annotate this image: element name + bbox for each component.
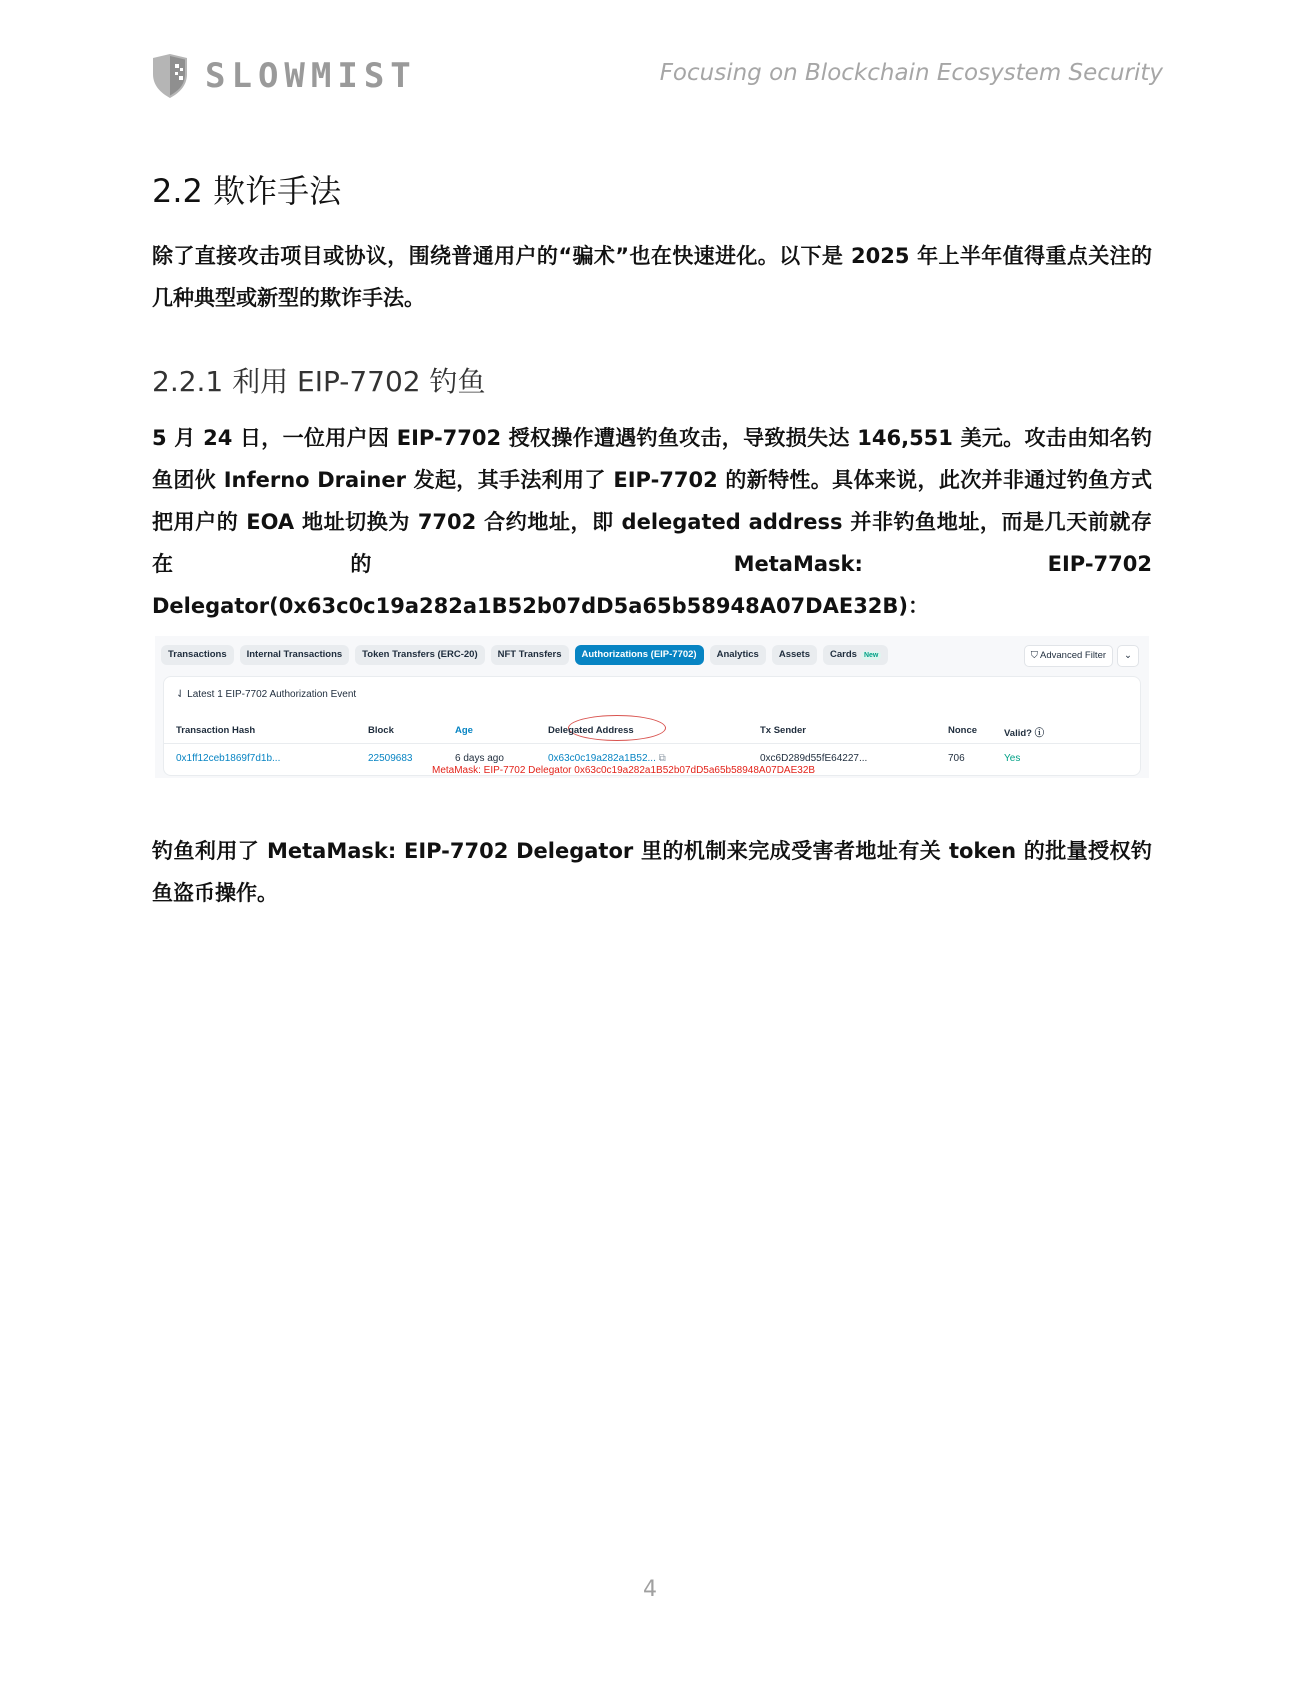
copy-icon[interactable]: ⧉ xyxy=(658,753,666,764)
red-annotation: MetaMask: EIP-7702 Delegator 0x63c0c19a282a1B52b07dD5a65b58948A07DAE32B xyxy=(432,765,816,776)
tab-cards[interactable] xyxy=(823,645,888,665)
sort-icon: ⇃ xyxy=(176,689,188,700)
subsection-paragraph: 5 月 24 日，一位用户因 EIP-7702 授权操作遭遇钓鱼攻击，导致损失达 146,551 美元。攻击由知名钓鱼团伙 Inferno Drainer 发起，其手法利用了 EIP-7702 的新特性。具体来说，此次并非通过钓鱼方式把用户的 EOA 地址切换为 7702 合约地址，即 delegated address 并非钓鱼地址，而是几天前就存在的 MetaMask: EIP-7702 Delegator(0x63c0c19a282a1B52b07dD5a65b58948A07DAE32B)： xyxy=(152,426,1152,618)
help-icon: ⓘ xyxy=(1034,728,1045,739)
event-summary xyxy=(176,689,356,700)
row-valid: Yes xyxy=(1004,753,1021,764)
col-nonce: Nonce xyxy=(948,725,978,736)
section-title: 2.2 欺诈手法 xyxy=(152,172,342,210)
tab-transactions[interactable]: Transactions xyxy=(161,645,234,665)
col-block: Block xyxy=(368,725,394,736)
header-tagline: Focusing on Blockchain Ecosystem Security xyxy=(659,60,1163,86)
authorizations-table xyxy=(163,676,1141,776)
advanced-filter-button[interactable] xyxy=(1024,645,1113,667)
row-tx-sender: 0xc6D289d55fE64227... xyxy=(760,753,868,764)
tab-cards-label: Cards xyxy=(830,649,857,660)
tab-token-transfers[interactable]: Token Transfers (ERC-20) xyxy=(355,645,484,665)
new-badge: New xyxy=(861,651,881,660)
col-transaction-hash: Transaction Hash xyxy=(176,725,256,736)
filter-icon: ⛉ xyxy=(1030,650,1041,661)
row-delegated-address[interactable]: 0x63c0c19a282a1B52... xyxy=(548,753,656,764)
tab-authorizations[interactable]: Authorizations (EIP-7702) xyxy=(575,645,704,665)
shield-logo-icon xyxy=(147,54,193,98)
col-age[interactable]: Age xyxy=(455,725,473,736)
row-transaction-hash[interactable]: 0x1ff12ceb1869f7d1b... xyxy=(176,753,281,764)
event-summary-text: Latest 1 EIP-7702 Authorization Event xyxy=(187,689,357,700)
header-divider xyxy=(164,743,1140,744)
subsection-title: 2.2.1 利用 EIP-7702 钓鱼 xyxy=(152,365,486,398)
section-intro: 除了直接攻击项目或协议，围绕普通用户的“骗术”也在快速进化。以下是 2025 年上半年值得重点关注的几种典型或新型的欺诈手法。 xyxy=(152,244,1152,310)
row-nonce: 706 xyxy=(948,753,965,764)
tab-bar xyxy=(161,645,888,665)
closing-paragraph: 钓鱼利用了 MetaMask: EIP-7702 Delegator 里的机制来完成受害者地址有关 token 的批量授权钓鱼盗币操作。 xyxy=(152,839,1152,905)
advanced-filter-label: Advanced Filter xyxy=(1040,650,1107,661)
col-valid-label: Valid? xyxy=(1004,728,1032,739)
tab-analytics[interactable]: Analytics xyxy=(710,645,766,665)
row-block[interactable]: 22509683 xyxy=(368,753,413,764)
page-number: 4 xyxy=(643,1577,657,1602)
col-valid xyxy=(1004,725,1044,739)
row-delegated-cell xyxy=(548,753,666,764)
tab-assets[interactable]: Assets xyxy=(772,645,817,665)
advanced-filter-group xyxy=(1024,645,1139,665)
row-age: 6 days ago xyxy=(455,753,504,764)
tab-nft-transfers[interactable]: NFT Transfers xyxy=(491,645,569,665)
tab-internal-transactions[interactable]: Internal Transactions xyxy=(240,645,350,665)
chevron-down-icon[interactable]: ⌄ xyxy=(1117,645,1139,667)
etherscan-screenshot xyxy=(155,636,1149,778)
col-tx-sender: Tx Sender xyxy=(760,725,806,736)
col-delegated-address: Delegated Address xyxy=(548,725,634,736)
logo-text: SLOWMIST xyxy=(205,56,417,96)
slowmist-logo xyxy=(147,54,417,98)
